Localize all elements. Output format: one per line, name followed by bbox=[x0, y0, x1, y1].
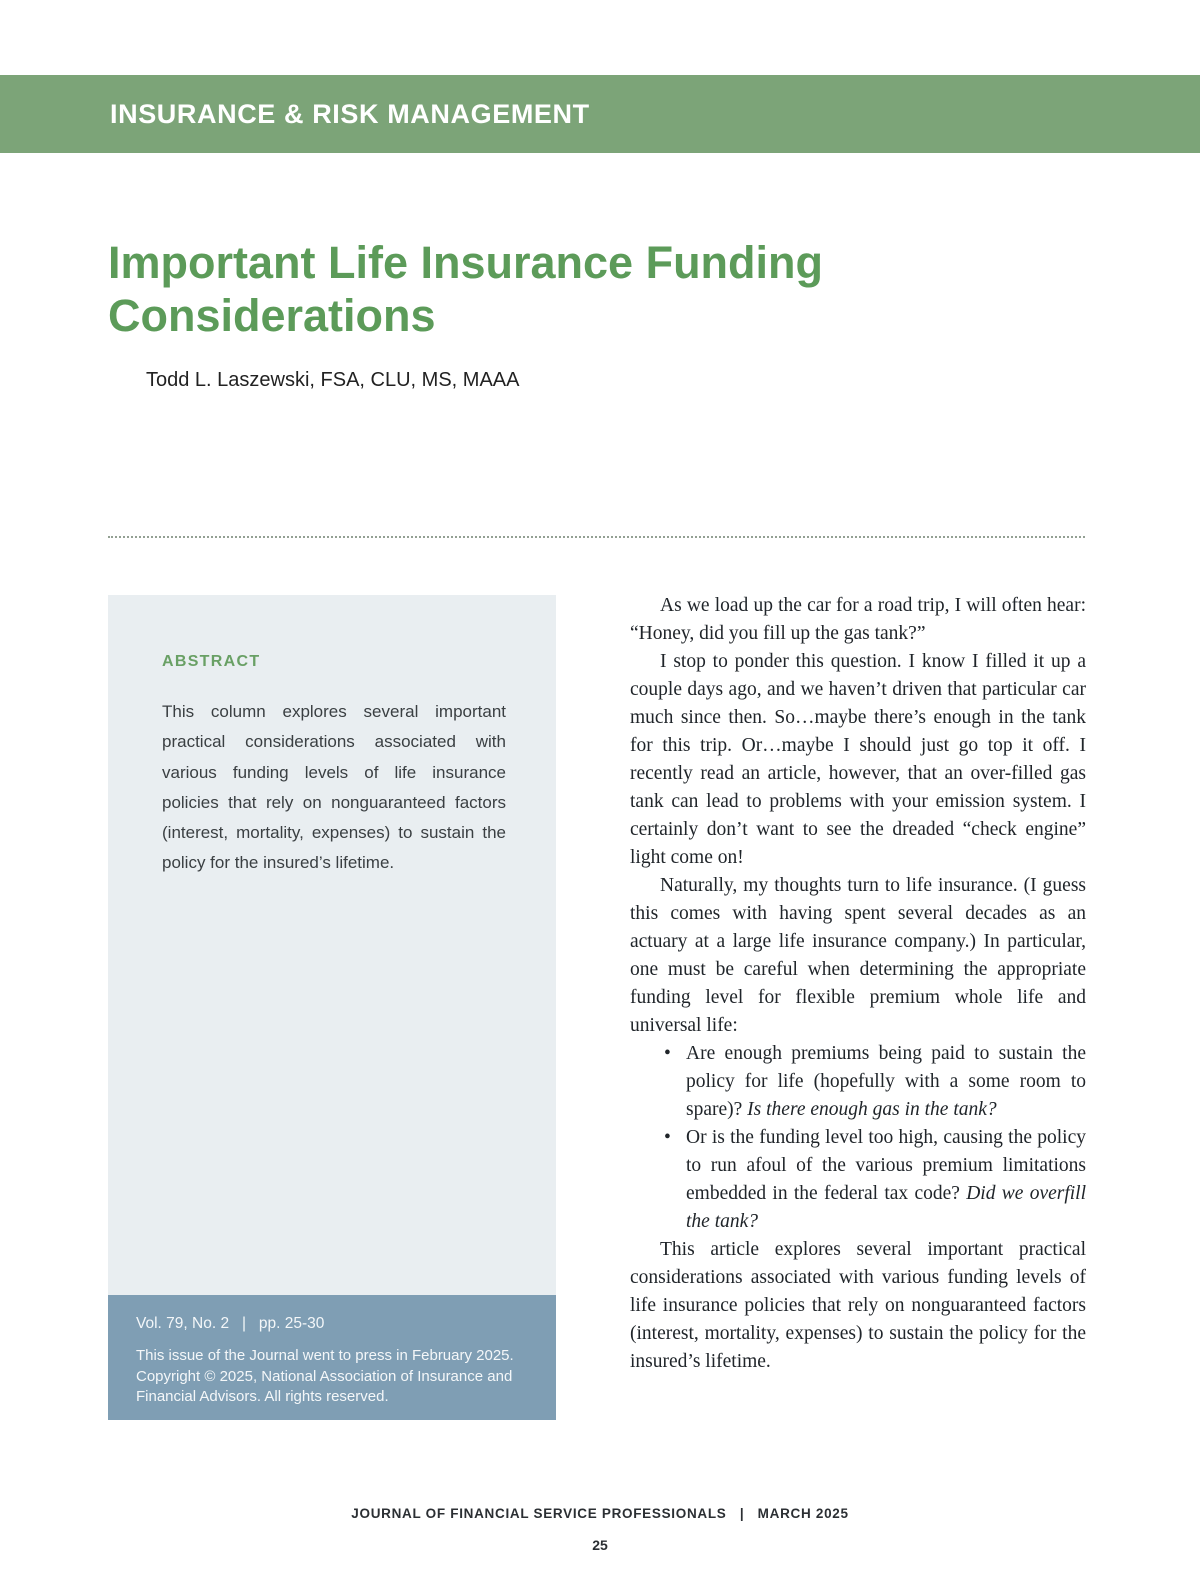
article-title: Important Life Insurance Funding Considerations bbox=[108, 237, 824, 342]
bullet-item bbox=[660, 1040, 1086, 1124]
bullet-list bbox=[630, 1040, 1086, 1236]
bullet-text: Are enough premiums being paid to sustain the policy for life (hopefully with a some room to spare)? bbox=[686, 1043, 1086, 1120]
section-banner-label: INSURANCE & RISK MANAGEMENT bbox=[110, 98, 590, 129]
volume-page-line: Vol. 79, No. 2 | pp. 25-30 bbox=[136, 1315, 325, 1332]
article-paragraph: I stop to ponder this question. I know I filled it up a couple days ago, and we haven’t driven that particular car much since then. So…maybe there’s enough in the tank for this trip. Or…maybe I should just go top it off. I recently read an article, however, that an over-filled gas tank can lead to problems with your emission system. I certainly don’t want to see the dreaded “check engine” light come on! bbox=[630, 651, 1086, 868]
article-paragraph: Naturally, my thoughts turn to life insurance. (I guess this comes with having spent several decades as an actuary at a large life insurance company.) In particular, one must be careful when determining the appropriate funding level for flexible premium whole life and universal life: bbox=[630, 875, 1086, 1036]
copyright-text: This issue of the Journal went to press in February 2025. Copyright © 2025, National Association of Insurance and Financial Advisors. All rights reserved. bbox=[136, 1347, 514, 1406]
section-banner bbox=[0, 75, 1200, 153]
abstract-box bbox=[108, 595, 556, 1295]
article-body bbox=[630, 592, 1086, 1376]
journal-footer-line: JOURNAL OF FINANCIAL SERVICE PROFESSIONALS | MARCH 2025 bbox=[351, 1506, 849, 1521]
page-number: 25 bbox=[592, 1537, 608, 1553]
author-line: Todd L. Laszewski, FSA, CLU, MS, MAAA bbox=[146, 369, 520, 391]
article-paragraph: As we load up the car for a road trip, I will often hear: “Honey, did you fill up the gas tank?” bbox=[630, 595, 1086, 644]
bullet-italic-text: Did we overfill the tank? bbox=[686, 1183, 1087, 1232]
bullet-italic-text: Is there enough gas in the tank? bbox=[747, 1099, 997, 1120]
abstract-body: This column explores several important practical considerations associated with various funding levels of life insurance policies that rely on nonguaranteed factors (interest, mortality, expenses) to sustain the policy for the insured’s lifetime. bbox=[162, 702, 506, 873]
dotted-divider bbox=[108, 536, 1085, 538]
bullet-item bbox=[660, 1124, 1086, 1236]
bullet-text: Or is the funding level too high, causing the policy to run afoul of the various premium limitations embedded in the federal tax code? bbox=[686, 1127, 1086, 1204]
issue-info-box bbox=[108, 1295, 556, 1420]
abstract-heading: ABSTRACT bbox=[162, 653, 261, 670]
article-paragraph: This article explores several important practical considerations associated with various funding levels of life insurance policies that rely on nonguaranteed factors (interest, mortality, expenses) to sustain the policy for the insured’s lifetime. bbox=[630, 1239, 1086, 1372]
